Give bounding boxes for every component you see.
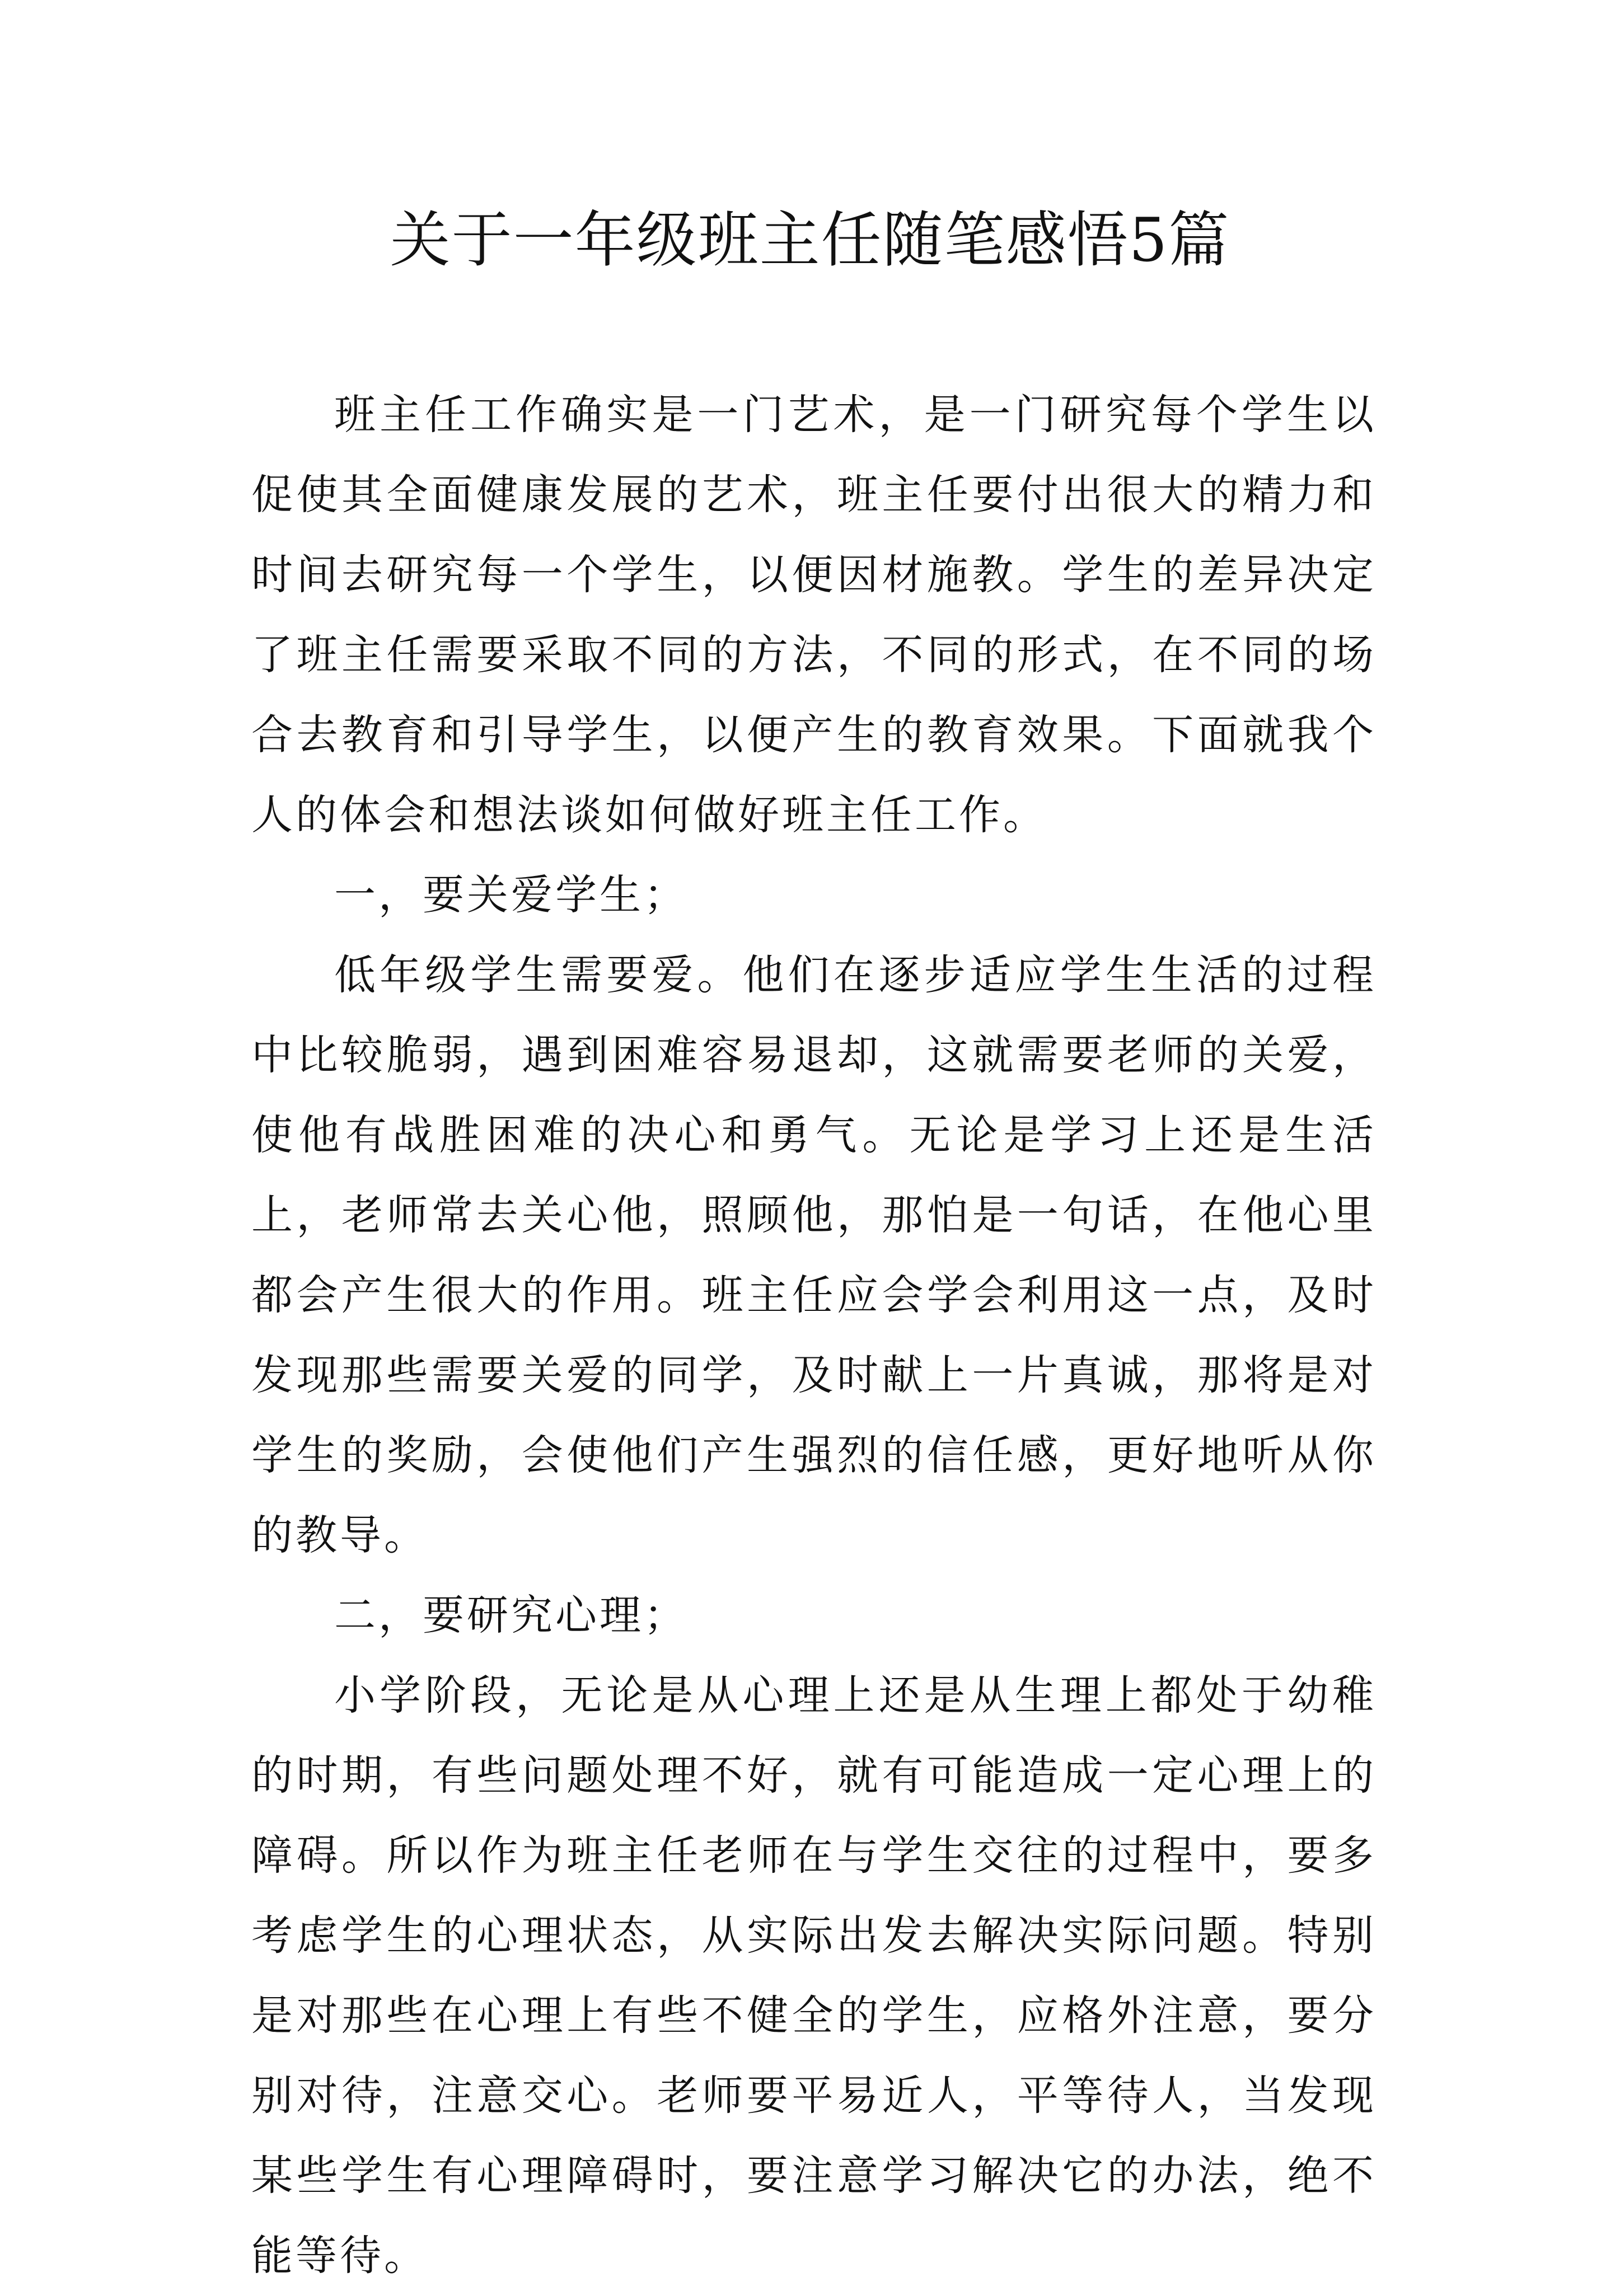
document-title: 关于一年级班主任随笔感悟5篇 bbox=[390, 205, 1230, 275]
paragraph-section-1: 低年级学生需要爱。他们在逐步适应学生生活的过程中比较脆弱，遇到困难容易退却，这就需要老师的关爱，使他有战胜困难的决心和勇气。无论是学习上还是生活上，老师常去关心他，照顾他，那怕是一句话，在他心里都会产生很大的作用。班主任应会学会利用这一点，及时发现那些需要关爱的同学，及时献上一片真诚，那将是对学生的奖励，会使他们产生强烈的信任感，更好地听从你的教导。 bbox=[251, 951, 1376, 1559]
document-body bbox=[251, 375, 1376, 2296]
paragraph-intro: 班主任工作确实是一门艺术，是一门研究每个学生以促使其全面健康发展的艺术，班主任要付出很大的精力和时间去研究每一个学生，以便因材施教。学生的差异决定了班主任需要采取不同的方法，不同的形式，在不同的场合去教育和引导学生，以便产生的教育效果。下面就我个人的体会和想法谈如何做好班主任工作。 bbox=[251, 391, 1376, 839]
section-heading-1: 一，要关爱学生； bbox=[334, 871, 688, 919]
section-heading-2: 二，要研究心理； bbox=[334, 1591, 688, 1639]
paragraph-section-2: 小学阶段，无论是从心理上还是从生理上都处于幼稚的时期，有些问题处理不好，就有可能造成一定心理上的障碍。所以作为班主任老师在与学生交往的过程中，要多考虑学生的心理状态，从实际出发去解决实际问题。特别是对那些在心理上有些不健全的学生，应格外注意，要分别对待，注意交心。老师要平易近人，平等待人，当发现某些学生有心理障碍时，要注意学习解决它的办法，绝不能等待。 bbox=[251, 1671, 1376, 2280]
